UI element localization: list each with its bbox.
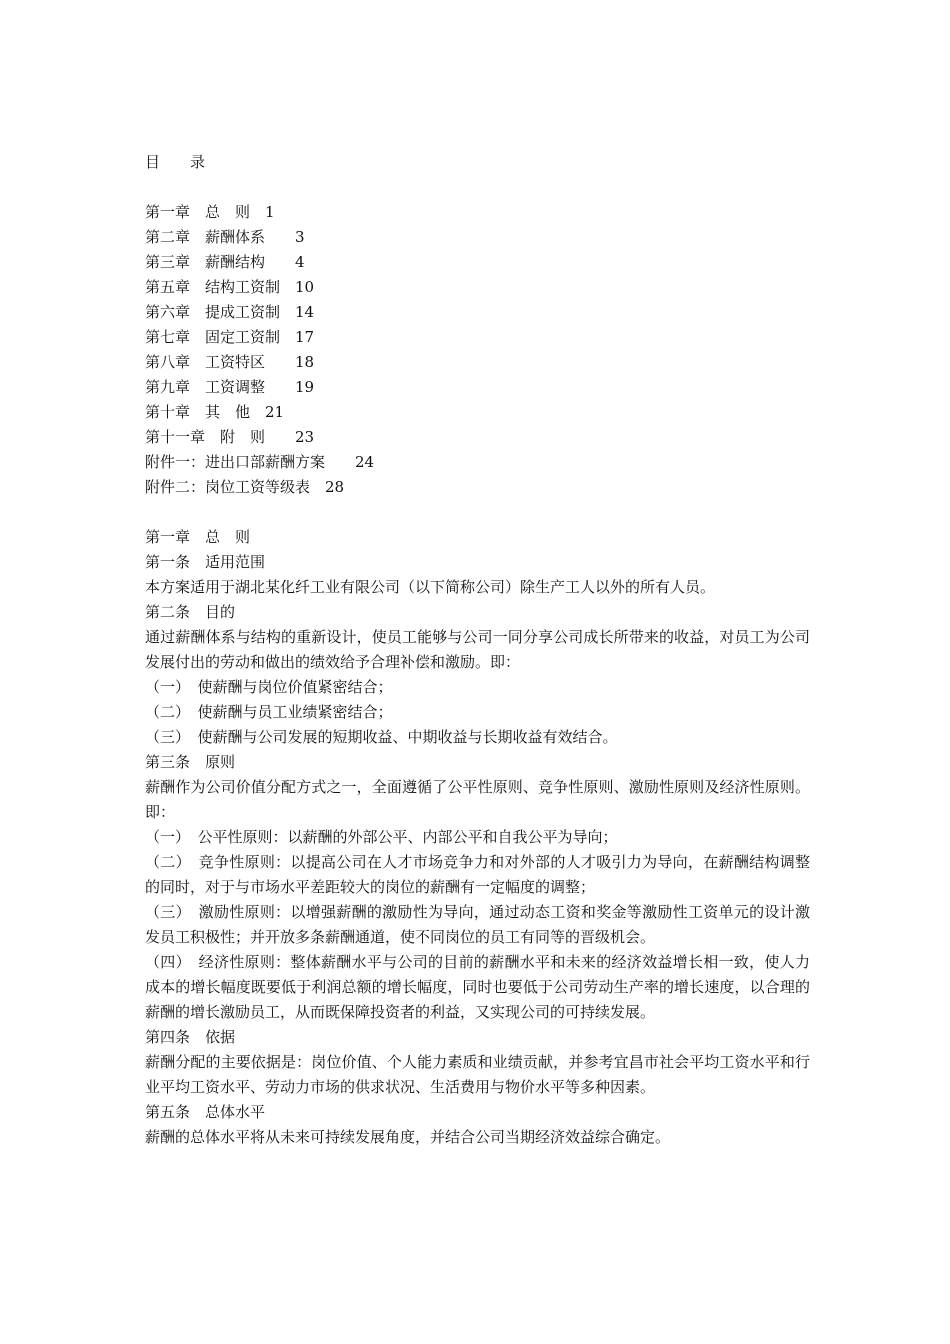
list-item: （四） 经济性原则：整体薪酬水平与公司的目前的薪酬水平和未来的经济效益增长相一致，使人力成本的增长幅度既要低于利润总额的增长幅度，同时也要低于公司劳动生产率的增长速度，以合理的薪酬的增长激励员工，从而既保障投资者的利益，又实现公司的可持续发展。 <box>145 953 810 1021</box>
list-item: （一） 使薪酬与岗位价值紧密结合； <box>145 678 393 696</box>
list-item: （二） 使薪酬与员工业绩紧密结合； <box>145 703 393 721</box>
toc-item[interactable]: 第五章 结构工资制 10 <box>145 278 315 296</box>
spacer <box>145 175 810 200</box>
chapter-heading: 第一章 总 则 <box>145 528 251 546</box>
toc-item[interactable]: 第九章 工资调整 19 <box>145 378 315 396</box>
article-text: 薪酬的总体水平将从未来可持续发展角度，并结合公司当期经济效益综合确定。 <box>145 1128 671 1146</box>
toc-item[interactable]: 第二章 薪酬体系 3 <box>145 228 305 246</box>
toc-item[interactable]: 第十章 其 他 21 <box>145 403 285 421</box>
toc-item[interactable]: 第六章 提成工资制 14 <box>145 303 315 321</box>
article-heading: 第四条 依据 <box>145 1028 236 1046</box>
toc-title: 目 录 <box>145 153 206 171</box>
toc-item[interactable]: 附件一：进出口部薪酬方案 24 <box>145 453 375 471</box>
list-item: （三） 使薪酬与公司发展的短期收益、中期收益与长期收益有效结合。 <box>145 728 618 746</box>
list-item: （二） 竞争性原则：以提高公司在人才市场竞争力和对外部的人才吸引力为导向，在薪酬结构调整的同时，对于与市场水平差距较大的岗位的薪酬有一定幅度的调整； <box>145 853 810 896</box>
toc-item[interactable]: 第八章 工资特区 18 <box>145 353 315 371</box>
toc-item[interactable]: 第三章 薪酬结构 4 <box>145 253 305 271</box>
list-item: （三） 激励性原则：以增强薪酬的激励性为导向，通过动态工资和奖金等激励性工资单元的设计激发员工积极性；并开放多条薪酬通道，使不同岗位的员工有同等的晋级机会。 <box>145 903 810 946</box>
list-item: （一） 公平性原则：以薪酬的外部公平、内部公平和自我公平为导向； <box>145 828 618 846</box>
article-heading: 第三条 原则 <box>145 753 236 771</box>
article-text: 薪酬分配的主要依据是：岗位价值、个人能力素质和业绩贡献，并参考宜昌市社会平均工资水平和行业平均工资水平、劳动力市场的供求状况、生活费用与物价水平等多种因素。 <box>145 1053 810 1096</box>
article-text: 通过薪酬体系与结构的重新设计，使员工能够与公司一同分享公司成长所带来的收益，对员工为公司发展付出的劳动和做出的绩效给予合理补偿和激励。即： <box>145 628 810 671</box>
article-heading: 第一条 适用范围 <box>145 553 266 571</box>
toc-item[interactable]: 第十一章 附 则 23 <box>145 428 315 446</box>
toc-item[interactable]: 第七章 固定工资制 17 <box>145 328 315 346</box>
article-heading: 第二条 目的 <box>145 603 236 621</box>
article-text: 本方案适用于湖北某化纤工业有限公司（以下简称公司）除生产工人以外的所有人员。 <box>145 578 716 596</box>
toc-item[interactable]: 附件二：岗位工资等级表 28 <box>145 478 345 496</box>
article-text: 薪酬作为公司价值分配方式之一，全面遵循了公平性原则、竞争性原则、激励性原则及经济性原则。即： <box>145 778 810 821</box>
article-heading: 第五条 总体水平 <box>145 1103 266 1121</box>
document-body <box>145 150 810 1150</box>
spacer <box>145 500 810 525</box>
toc-item[interactable]: 第一章 总 则 1 <box>145 203 275 221</box>
table-of-contents <box>145 200 810 500</box>
